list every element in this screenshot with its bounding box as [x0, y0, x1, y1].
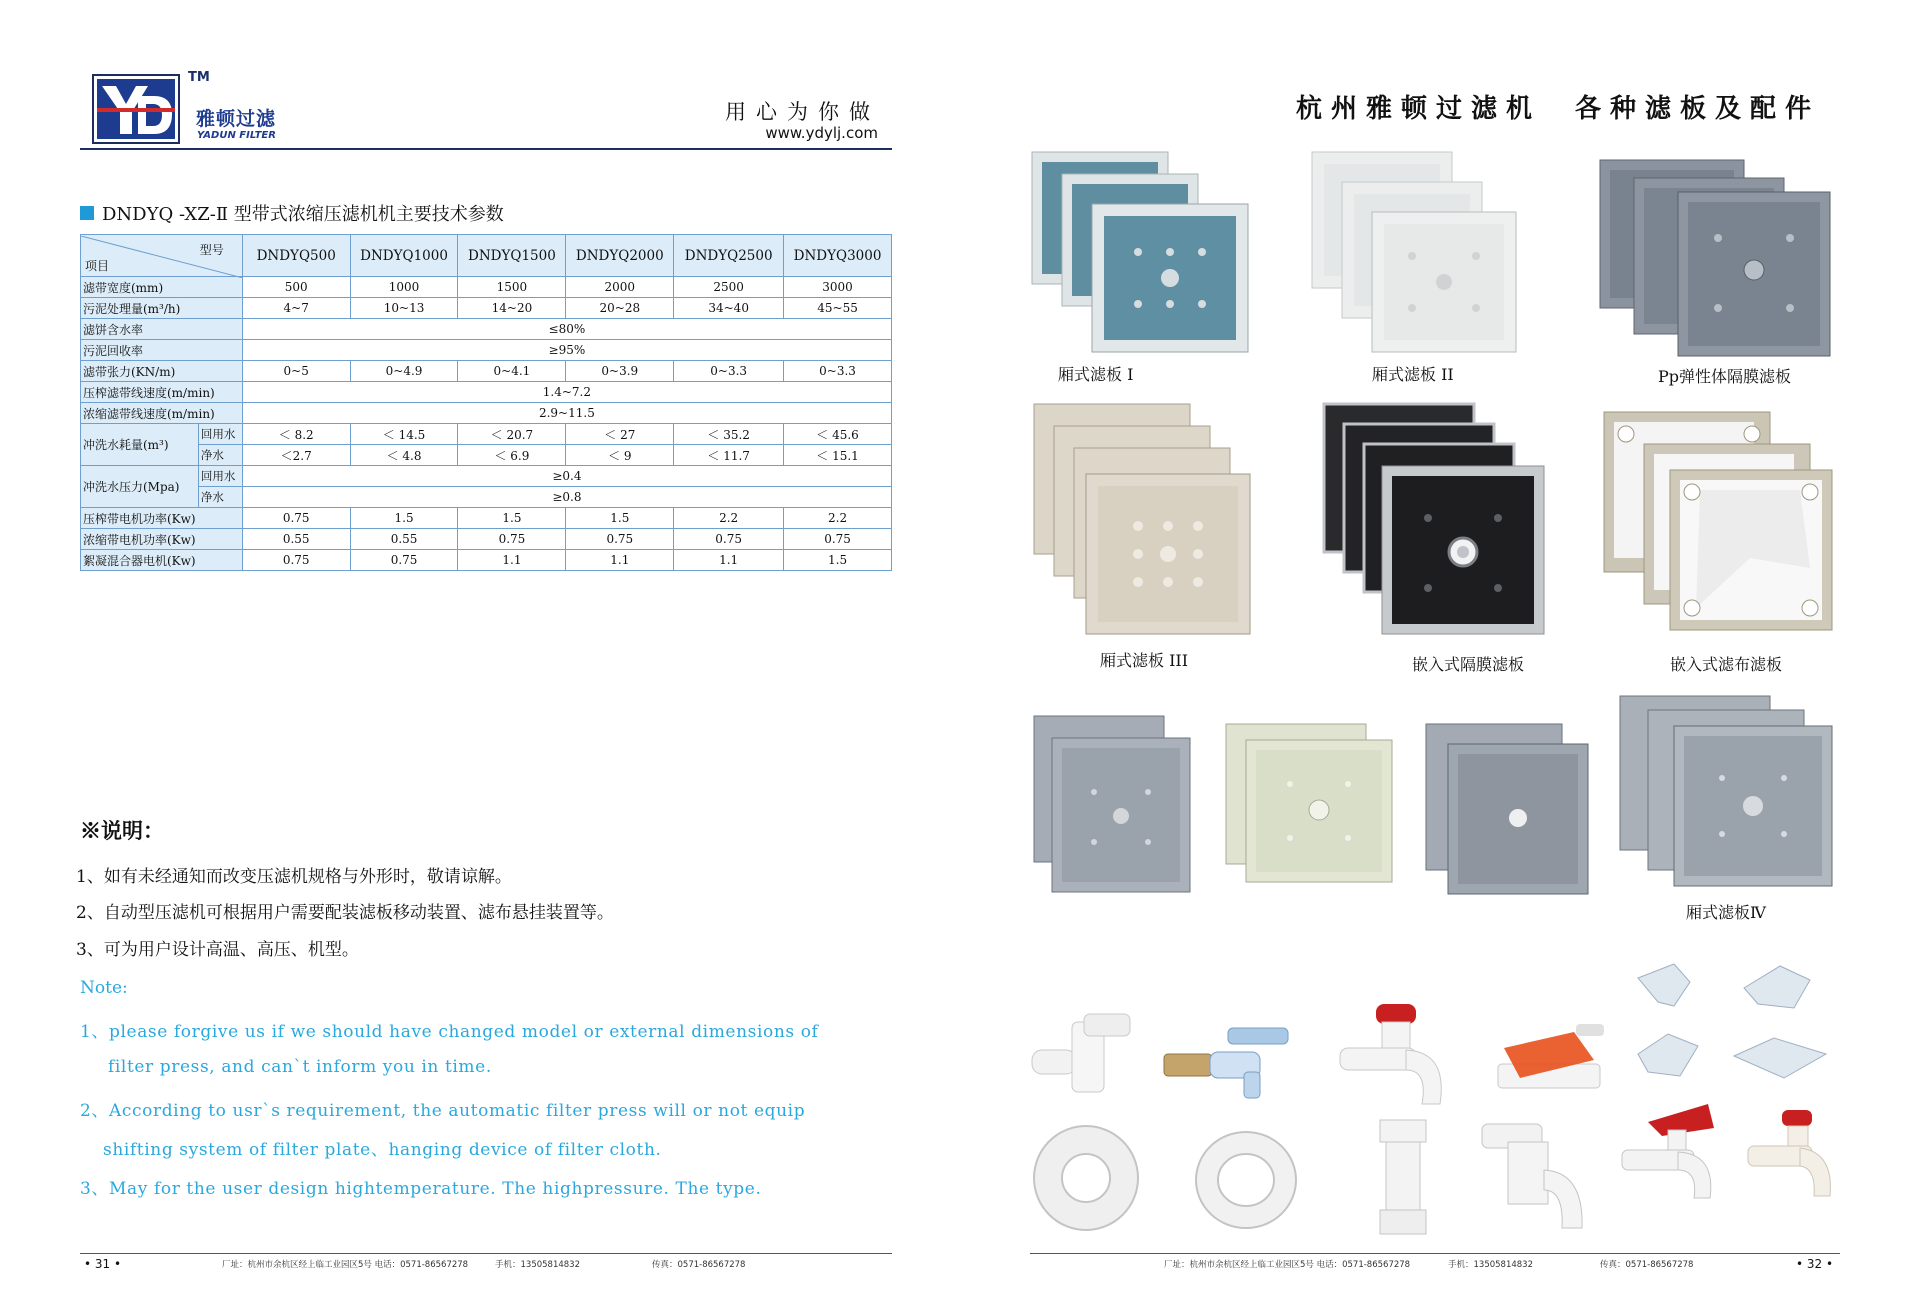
- table-row: [81, 298, 892, 319]
- table-row: [81, 361, 892, 382]
- bracket-icon: [1638, 964, 1826, 1078]
- table-cell: 2.2: [674, 508, 784, 529]
- note-en-line: shifting system of filter plate、hanging device of filter cloth.: [103, 1140, 662, 1160]
- table-cell: 45~55: [784, 298, 892, 319]
- footer-address-right: 厂址：杭州市余杭区经上临工业园区5号 电话：0571-86567278: [1164, 1260, 1411, 1270]
- table-cell: 0~3.3: [674, 361, 784, 382]
- table-cell: ＜ 11.7: [674, 445, 784, 466]
- valve-icon: [1748, 1110, 1830, 1196]
- table-cell: ＜ 45.6: [784, 424, 892, 445]
- note-en-line: 3、May for the user design hightemperature. The highpressure. The type.: [80, 1179, 762, 1199]
- caption-embedded-membrane-plate: 嵌入式隔膜滤板: [1412, 655, 1525, 674]
- table-cell: 0~3.9: [566, 361, 674, 382]
- caption-chamber-plate-3: 厢式滤板 III: [1100, 651, 1189, 670]
- note-en-line: 1、please forgive us if we should have changed model or external dimensions of: [80, 1022, 819, 1042]
- caption-chamber-plate-2: 厢式滤板 II: [1372, 365, 1454, 384]
- corner-label-item: 项目: [85, 258, 110, 273]
- plate-stack-chamber-1: [1028, 148, 1258, 358]
- table-cell: 1.5: [350, 508, 458, 529]
- plate-image: [1034, 716, 1190, 892]
- accessory-white-ring-1: [1030, 1122, 1142, 1234]
- table-row: [81, 382, 892, 403]
- note-cn-line: 3、可为用户设计高温、高压、机型。: [76, 940, 359, 960]
- table-row: [81, 466, 892, 487]
- table-cell: 34~40: [674, 298, 784, 319]
- plate-stack-embedded-cloth: [1600, 408, 1836, 636]
- note-en-heading: Note:: [80, 978, 128, 998]
- table-row: [81, 319, 892, 340]
- trademark-mark: TM: [188, 70, 210, 85]
- table-row: [81, 403, 892, 424]
- table-cell: 1.1: [458, 550, 566, 571]
- table-cell: ＜2.7: [242, 445, 350, 466]
- brand-name-cn: 雅顿过滤: [196, 108, 277, 130]
- table-cell: 2000: [566, 277, 674, 298]
- table-cell: 0.75: [242, 550, 350, 571]
- faucet-icon: [1622, 1104, 1714, 1198]
- table-cell: 0~5: [242, 361, 350, 382]
- row-label: 滤带张力(KN/m): [81, 361, 243, 382]
- table-cell: ＜ 14.5: [350, 424, 458, 445]
- table-cell: 0.75: [242, 508, 350, 529]
- table-cell: 0~4.9: [350, 361, 458, 382]
- spec-table: [80, 234, 892, 571]
- sub-label: 净水: [198, 487, 242, 508]
- page-number-right: • 32 •: [1796, 1257, 1834, 1271]
- table-cell: ＜ 35.2: [674, 424, 784, 445]
- accessory-plastic-brackets: [1634, 958, 1830, 1088]
- footer-divider-left: [80, 1253, 892, 1254]
- ring-icon: [1196, 1132, 1296, 1228]
- row-label: 压榨带电机功率(Kw): [81, 508, 243, 529]
- plate-stack-embedded-membrane: [1322, 402, 1548, 638]
- accessory-red-cap-valve: [1744, 1106, 1838, 1200]
- model-header: DNDYQ2000: [566, 235, 674, 277]
- table-cell: 1.5: [784, 550, 892, 571]
- table-cell: ≥0.8: [242, 487, 891, 508]
- table-cell: 0.75: [674, 529, 784, 550]
- table-cell: 3000: [784, 277, 892, 298]
- model-header: DNDYQ1500: [458, 235, 566, 277]
- table-cell: 1000: [350, 277, 458, 298]
- table-cell: 10~13: [350, 298, 458, 319]
- table-cell: 0~3.3: [784, 361, 892, 382]
- accessory-white-faucet-2: [1478, 1120, 1590, 1232]
- caption-pp-membrane-plate: Pp弹性体隔膜滤板: [1658, 367, 1792, 386]
- row-label: 浓缩滤带线速度(m/min): [81, 403, 243, 424]
- plate-image: [1034, 404, 1250, 634]
- sub-label: 回用水: [198, 466, 242, 487]
- table-corner-cell: [81, 235, 243, 277]
- table-cell: 0.75: [566, 529, 674, 550]
- row-label: 冲洗水压力(Mpa): [81, 466, 199, 508]
- table-cell: 1.5: [566, 508, 674, 529]
- table-cell: 1500: [458, 277, 566, 298]
- sub-label: 回用水: [198, 424, 242, 445]
- section-title-text: DNDYQ -XZ-Ⅱ 型带式浓缩压滤机机主要技术参数: [102, 204, 504, 225]
- right-page-title: [1296, 88, 1820, 125]
- faucet-icon: [1032, 1014, 1130, 1092]
- corner-label-model: 型号: [199, 242, 224, 257]
- row-label: 絮凝混合器电机(Kw): [81, 550, 243, 571]
- plate-image: [1620, 696, 1832, 886]
- note-en-line: 2、According to usr`s requirement, the automatic filter press will or not equip: [80, 1101, 806, 1121]
- caption-chamber-plate-1: 厢式滤板 I: [1058, 365, 1134, 384]
- accessory-pipe-connector: [1372, 1118, 1434, 1238]
- table-cell: 4~7: [242, 298, 350, 319]
- model-header: DNDYQ3000: [784, 235, 892, 277]
- faucet-icon: [1340, 1004, 1441, 1104]
- table-cell: 0.75: [458, 529, 566, 550]
- table-cell: 0.55: [242, 529, 350, 550]
- table-row: [81, 445, 892, 466]
- right-title-products: 各种滤板及配件: [1575, 94, 1821, 124]
- plate-image: [1426, 724, 1588, 894]
- table-cell: 1.5: [458, 508, 566, 529]
- table-row: [81, 508, 892, 529]
- valve-icon: [1498, 1024, 1604, 1088]
- plate-image: [1032, 152, 1248, 352]
- table-cell: 1.1: [566, 550, 674, 571]
- footer-mobile-left: 手机：13505814832: [495, 1260, 580, 1270]
- model-header: DNDYQ500: [242, 235, 350, 277]
- table-row: [81, 340, 892, 361]
- plate-stack-gray-2: [1424, 722, 1592, 898]
- plate-stack-celadon: [1224, 722, 1396, 886]
- row-label: 压榨滤带线速度(m/min): [81, 382, 243, 403]
- table-cell: ＜ 6.9: [458, 445, 566, 466]
- row-label: 污泥回收率: [81, 340, 243, 361]
- row-label: 滤带宽度(mm): [81, 277, 243, 298]
- accessory-white-faucet-1: [1028, 1010, 1138, 1100]
- table-cell: 2.2: [784, 508, 892, 529]
- model-header: DNDYQ1000: [350, 235, 458, 277]
- footer-address-left: 厂址：杭州市余杭区经上临工业园区5号 电话：0571-86567278: [222, 1260, 469, 1270]
- plate-stack-chamber-4: [1618, 694, 1836, 888]
- plate-stack-membrane-pp: [1598, 158, 1834, 364]
- row-label: 滤饼含水率: [81, 319, 243, 340]
- table-cell: ＜ 4.8: [350, 445, 458, 466]
- table-cell: ＜ 15.1: [784, 445, 892, 466]
- plate-image: [1226, 724, 1392, 882]
- note-cn-line: 2、自动型压滤机可根据用户需要配装滤板移动装置、滤布悬挂装置等。: [76, 903, 614, 923]
- plate-image: [1312, 152, 1516, 352]
- table-cell: ＜ 8.2: [242, 424, 350, 445]
- plate-stack-gray-1: [1030, 712, 1196, 896]
- accessory-red-handle-faucet: [1618, 1100, 1728, 1200]
- table-row: [81, 424, 892, 445]
- table-cell: 14~20: [458, 298, 566, 319]
- table-cell: ≥95%: [242, 340, 891, 361]
- website-link[interactable]: www.ydylj.com: [765, 124, 878, 142]
- table-cell: 0.55: [350, 529, 458, 550]
- accessory-red-knob-faucet: [1336, 1000, 1456, 1108]
- sub-label: 净水: [198, 445, 242, 466]
- plate-image: [1600, 160, 1830, 356]
- table-cell: ＜ 27: [566, 424, 674, 445]
- plate-image: [1324, 404, 1544, 634]
- table-cell: ＜ 20.7: [458, 424, 566, 445]
- model-header: DNDYQ2500: [674, 235, 784, 277]
- table-cell: ＜ 9: [566, 445, 674, 466]
- note-cn-line: 1、如有未经通知而改变压滤机规格与外形时，敬请谅解。: [76, 867, 512, 887]
- connector-icon: [1380, 1120, 1426, 1234]
- note-en-line: filter press, and can`t inform you in time.: [108, 1057, 492, 1077]
- table-cell: 2.9~11.5: [242, 403, 891, 424]
- ring-icon: [1034, 1126, 1138, 1230]
- row-label: 污泥处理量(m³/h): [81, 298, 243, 319]
- table-header-row: [81, 235, 892, 277]
- accessory-orange-ball-valve: [1490, 1018, 1608, 1098]
- table-cell: 500: [242, 277, 350, 298]
- slogan: 用心为你做: [725, 100, 880, 124]
- notes-title: ※说明：: [80, 818, 164, 843]
- table-row: [81, 277, 892, 298]
- table-cell: 20~28: [566, 298, 674, 319]
- valve-icon: [1164, 1028, 1288, 1098]
- table-cell: ≤80%: [242, 319, 891, 340]
- row-label: 冲洗水耗量(m³): [81, 424, 199, 466]
- table-cell: 2500: [674, 277, 784, 298]
- table-row: [81, 529, 892, 550]
- table-cell: 0~4.1: [458, 361, 566, 382]
- right-title-company: 杭州雅顿过滤机: [1296, 94, 1542, 124]
- plate-stack-chamber-2: [1308, 148, 1528, 358]
- plate-stack-chamber-3: [1032, 402, 1254, 638]
- table-cell: 1.4~7.2: [242, 382, 891, 403]
- footer-fax-right: 传真：0571-86567278: [1600, 1260, 1694, 1270]
- table-cell: 1.1: [674, 550, 784, 571]
- table-cell: 0.75: [350, 550, 458, 571]
- page-number-left: • 31 •: [84, 1257, 122, 1271]
- footer-divider-right: [1030, 1253, 1840, 1254]
- accessory-brass-valve: [1162, 1022, 1292, 1102]
- caption-embedded-cloth-plate: 嵌入式滤布滤板: [1670, 655, 1783, 674]
- accessory-white-ring-2: [1192, 1126, 1300, 1232]
- brand-name-en: YADUN FILTER: [197, 130, 276, 141]
- section-title: [80, 200, 504, 226]
- row-label: 浓缩带电机功率(Kw): [81, 529, 243, 550]
- table-cell: ≥0.4: [242, 466, 891, 487]
- table-cell: 0.75: [784, 529, 892, 550]
- company-logo: [92, 74, 180, 144]
- header-divider: [80, 148, 892, 150]
- bullet-square-icon: [80, 206, 94, 220]
- footer-mobile-right: 手机：13505814832: [1448, 1260, 1533, 1270]
- caption-chamber-plate-4: 厢式滤板Ⅳ: [1686, 903, 1766, 922]
- footer-fax-left: 传真：0571-86567278: [652, 1260, 746, 1270]
- table-row: [81, 550, 892, 571]
- faucet-icon: [1482, 1124, 1582, 1228]
- table-row: [81, 487, 892, 508]
- plate-image: [1604, 412, 1832, 630]
